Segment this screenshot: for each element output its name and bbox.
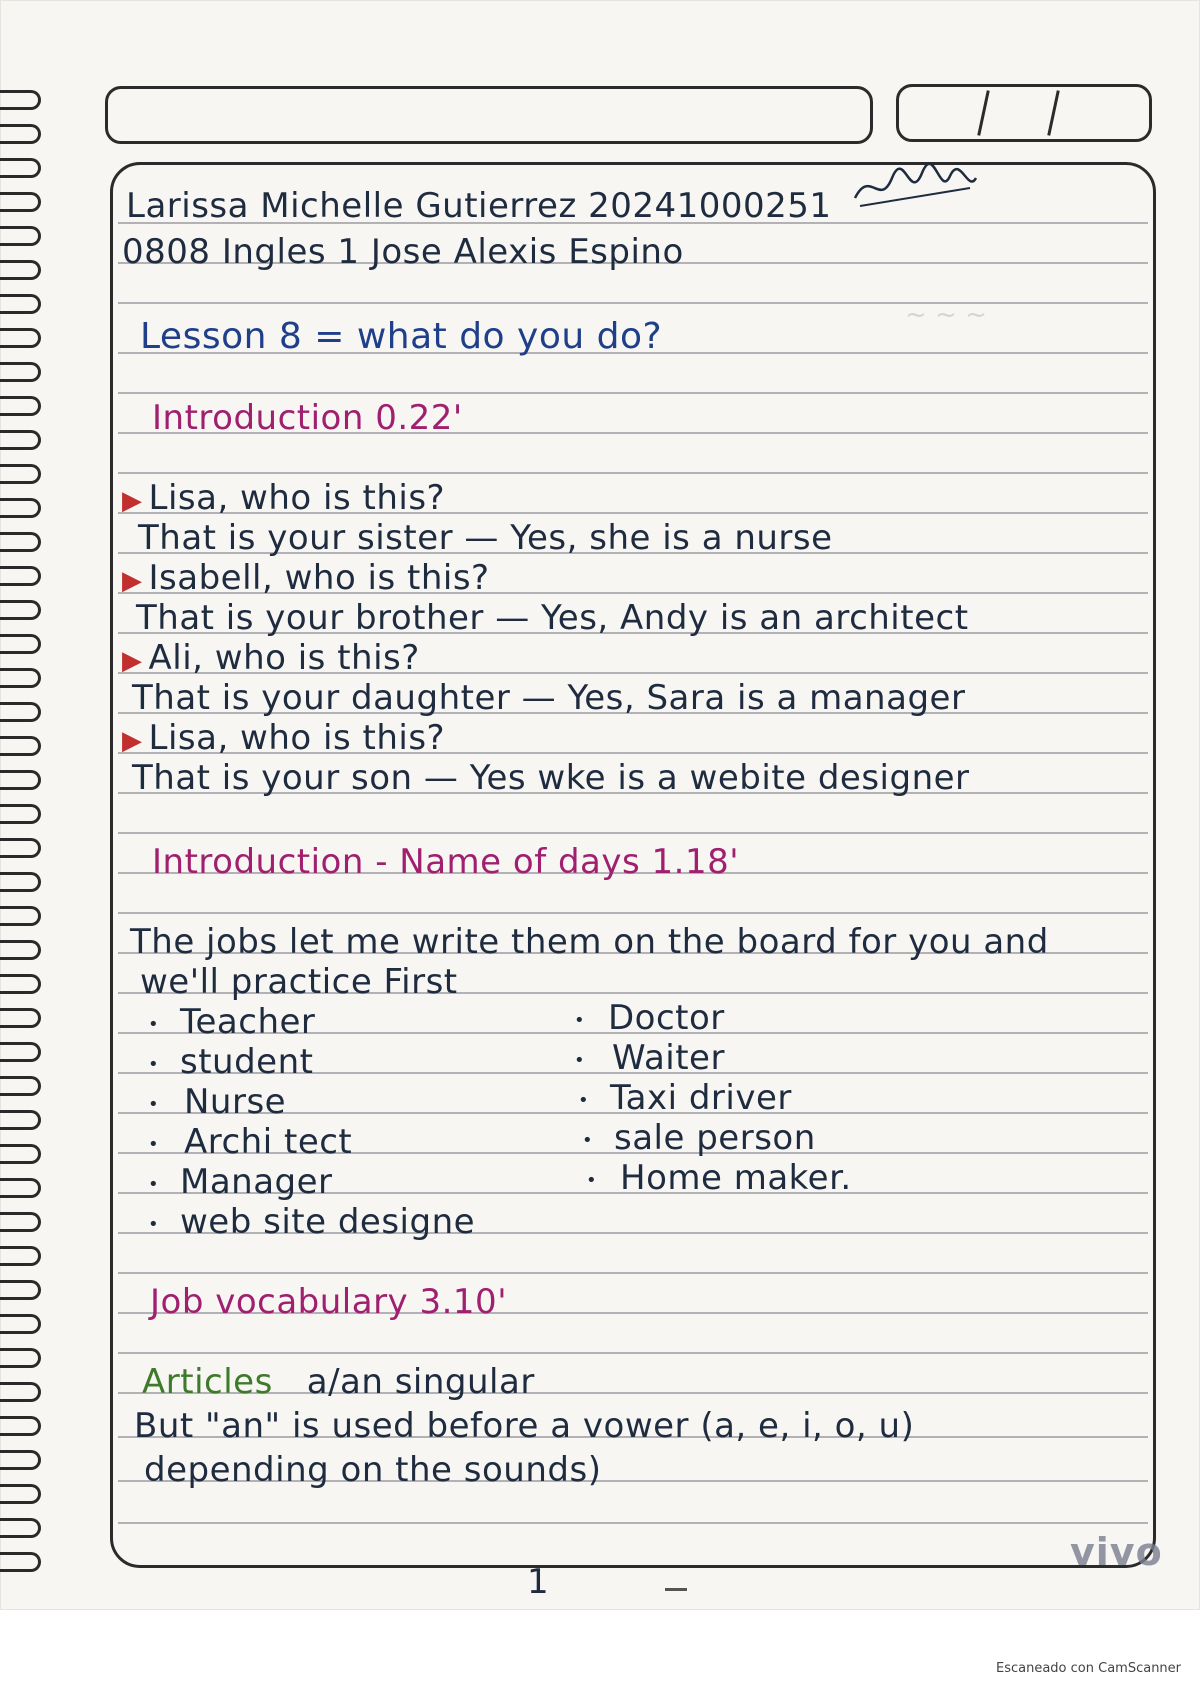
- spiral-ring: [0, 1110, 41, 1130]
- spiral-ring: [0, 124, 41, 144]
- spiral-ring: [0, 600, 41, 620]
- ruled-line: [118, 912, 1148, 914]
- dialogue-answer: That is your sister — Yes, she is a nurse: [138, 518, 833, 558]
- spiral-ring: [0, 498, 41, 518]
- job-item: student: [180, 1042, 314, 1082]
- spiral-ring: [0, 226, 41, 246]
- spiral-ring: [0, 90, 41, 110]
- job-item: Manager: [180, 1162, 333, 1202]
- signature-scribble: [850, 158, 980, 218]
- triangle-marker-icon: ▶: [122, 646, 143, 676]
- bullet-icon: •: [578, 1090, 589, 1111]
- dialogue-answer: That is your brother — Yes, Andy is an architect: [136, 598, 969, 638]
- bullet-icon: •: [148, 1134, 159, 1155]
- course-info-line: 0808 Ingles 1 Jose Alexis Espino: [122, 232, 684, 272]
- student-info-line: Larissa Michelle Gutierrez 20241000251: [126, 186, 832, 226]
- articles-line-3: depending on the sounds): [144, 1450, 602, 1490]
- bullet-icon: •: [574, 1010, 585, 1031]
- spiral-ring: [0, 668, 41, 688]
- ruled-line: [118, 832, 1148, 834]
- articles-heading: Articles: [142, 1362, 273, 1402]
- spiral-ring: [0, 396, 41, 416]
- triangle-marker-icon: ▶: [122, 486, 143, 516]
- bullet-icon: •: [148, 1014, 159, 1035]
- spiral-ring: [0, 362, 41, 382]
- spiral-ring: [0, 1450, 41, 1470]
- spiral-ring: [0, 1212, 41, 1232]
- ruled-line: [118, 1272, 1148, 1274]
- section-heading-intro: Introduction 0.22': [152, 398, 463, 438]
- spiral-ring: [0, 566, 41, 586]
- bullet-icon: •: [148, 1214, 159, 1235]
- bullet-icon: •: [582, 1130, 593, 1151]
- spiral-ring: [0, 328, 41, 348]
- ruled-line: [118, 392, 1148, 394]
- jobs-intro-line-1: The jobs let me write them on the board for you and: [130, 922, 1049, 962]
- spiral-ring: [0, 1178, 41, 1198]
- lesson-title: Lesson 8 = what do you do?: [140, 316, 663, 357]
- job-item: Doctor: [608, 998, 725, 1038]
- triangle-marker-icon: ▶: [122, 726, 143, 756]
- footer-dash: [665, 1588, 687, 1591]
- ruled-line: [118, 1522, 1148, 1524]
- spiral-ring: [0, 1348, 41, 1368]
- spiral-ring: [0, 260, 41, 280]
- articles-line-2: But "an" is used before a vower (a, e, i, o, u): [134, 1406, 915, 1446]
- job-item: Nurse: [184, 1082, 287, 1122]
- spiral-ring: [0, 1246, 41, 1266]
- spiral-ring: [0, 1314, 41, 1334]
- spiral-ring: [0, 1416, 41, 1436]
- dialogue-question: ▶ Lisa, who is this?: [122, 478, 446, 518]
- section-heading-job-vocabulary: Job vocabulary 3.10': [150, 1282, 508, 1322]
- spiral-ring: [0, 804, 41, 824]
- camera-watermark: vivo: [1070, 1530, 1163, 1574]
- ruled-line: [118, 472, 1148, 474]
- header-date-box: [896, 84, 1152, 142]
- section-heading-days: Introduction - Name of days 1.18': [152, 842, 740, 882]
- spiral-ring: [0, 702, 41, 722]
- spiral-ring: [0, 1144, 41, 1164]
- job-item: Home maker.: [620, 1158, 852, 1198]
- spiral-ring: [0, 872, 41, 892]
- spiral-ring: [0, 906, 41, 926]
- job-item: Archi tect: [184, 1122, 353, 1162]
- jobs-intro-line-2: we'll practice First: [140, 962, 458, 1002]
- ruled-line: [118, 1352, 1148, 1354]
- spiral-binding: [0, 90, 44, 1600]
- scanner-credit: Escaneado con CamScanner: [996, 1661, 1182, 1676]
- dialogue-answer: That is your son — Yes wke is a webite designer: [132, 758, 970, 798]
- spiral-ring: [0, 634, 41, 654]
- job-item: Waiter: [612, 1038, 725, 1078]
- bullet-icon: •: [148, 1054, 159, 1075]
- spiral-ring: [0, 736, 41, 756]
- spiral-ring: [0, 464, 41, 484]
- spiral-ring: [0, 1042, 41, 1062]
- bullet-icon: •: [148, 1174, 159, 1195]
- spiral-ring: [0, 192, 41, 212]
- dialogue-question: ▶ Lisa, who is this?: [122, 718, 446, 758]
- spiral-ring: [0, 1008, 41, 1028]
- spiral-ring: [0, 1382, 41, 1402]
- header-name-box: [105, 86, 873, 144]
- spiral-ring: [0, 1280, 41, 1300]
- spiral-ring: [0, 1552, 41, 1572]
- bleed-through-text: ~ ~ ~: [905, 300, 987, 330]
- bullet-icon: •: [586, 1170, 597, 1191]
- dialogue-question: ▶ Isabell, who is this?: [122, 558, 490, 598]
- spiral-ring: [0, 974, 41, 994]
- bullet-icon: •: [148, 1094, 159, 1115]
- dialogue-answer: That is your daughter — Yes, Sara is a manager: [132, 678, 966, 718]
- spiral-ring: [0, 770, 41, 790]
- dialogue-question: ▶ Ali, who is this?: [122, 638, 420, 678]
- job-item: web site designe: [180, 1202, 476, 1242]
- articles-line-1: Articles a/an singular: [142, 1362, 535, 1402]
- spiral-ring: [0, 430, 41, 450]
- spiral-ring: [0, 294, 41, 314]
- spiral-ring: [0, 838, 41, 858]
- bullet-icon: •: [574, 1050, 585, 1071]
- job-item: Taxi driver: [610, 1078, 792, 1118]
- spiral-ring: [0, 158, 41, 178]
- spiral-ring: [0, 1076, 41, 1096]
- job-item: Teacher: [180, 1002, 316, 1042]
- spiral-ring: [0, 1518, 41, 1538]
- triangle-marker-icon: ▶: [122, 566, 143, 596]
- spiral-ring: [0, 1484, 41, 1504]
- spiral-ring: [0, 940, 41, 960]
- page-number: 1: [527, 1562, 549, 1602]
- ruled-line: [118, 302, 1148, 304]
- spiral-ring: [0, 532, 41, 552]
- job-item: sale person: [614, 1118, 816, 1158]
